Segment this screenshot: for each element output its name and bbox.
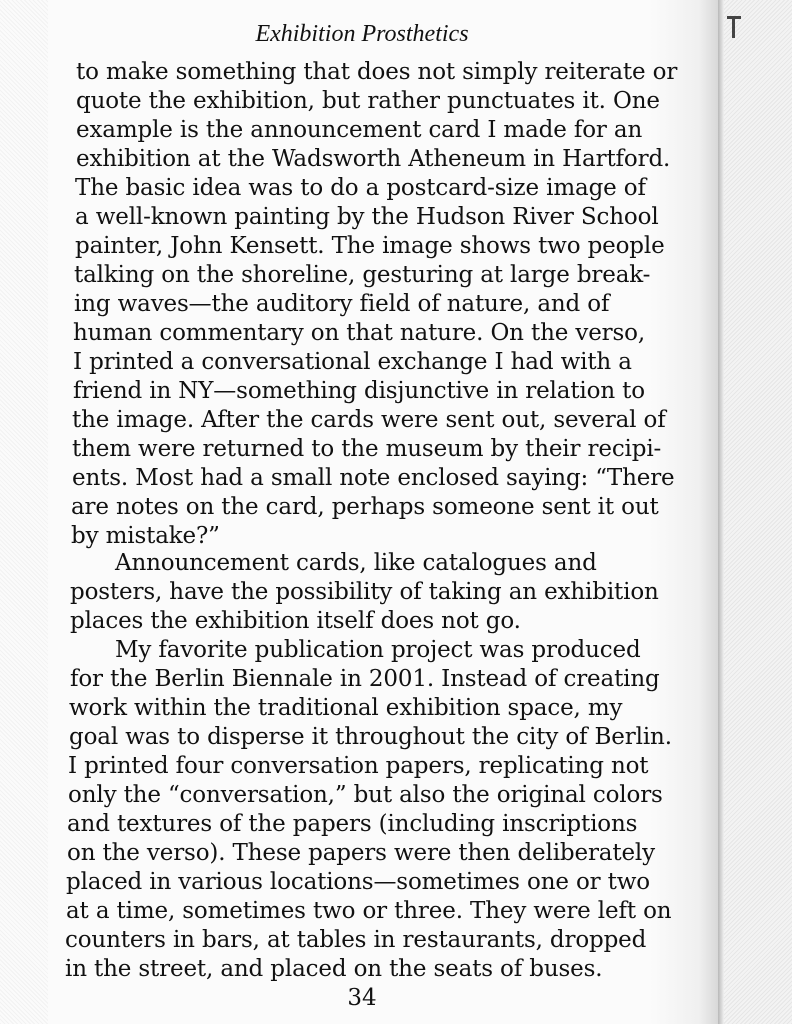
text-line: ents. Most had a small note enclosed saying: “There xyxy=(72,465,675,491)
running-head: Exhibition Prosthetics xyxy=(255,21,469,47)
text-line: talking on the shoreline, gesturing at large break- xyxy=(74,262,651,288)
text-line: goal was to disperse it throughout the city of Berlin. xyxy=(69,724,672,750)
text-line: friend in NY—something disjunctive in relation to xyxy=(73,378,645,404)
text-line: a well-known painting by the Hudson River School xyxy=(75,204,659,230)
text-line: at a time, sometimes two or three. They were left on xyxy=(66,898,672,924)
text-line: The basic idea was to do a postcard-size image of xyxy=(75,175,646,201)
text-line: I printed a conversational exchange I had with a xyxy=(73,349,632,375)
text-line: placed in various locations—sometimes one or two xyxy=(66,869,651,895)
text-line: exhibition at the Wadsworth Atheneum in Hartford. xyxy=(76,146,671,172)
text-line: quote the exhibition, but rather punctuates it. One xyxy=(76,88,660,114)
text-line: to make something that does not simply reiterate or xyxy=(76,59,678,85)
text-line: in the street, and placed on the seats of buses. xyxy=(65,956,603,982)
text-line: only the “conversation,” but also the original colors xyxy=(68,782,663,808)
text-line: are notes on the card, perhaps someone sent it out xyxy=(71,494,659,520)
text-line: example is the announcement card I made for an xyxy=(76,117,643,143)
text-line: counters in bars, at tables in restaurants, dropped xyxy=(65,927,647,953)
text-line: and textures of the papers (including inscriptions xyxy=(67,811,638,837)
text-line: them were returned to the museum by their recipi- xyxy=(72,436,662,462)
text-line: the image. After the cards were sent out, several of xyxy=(72,407,666,433)
text-line: painter, John Kensett. The image shows two people xyxy=(75,233,665,259)
text-line: human commentary on that nature. On the verso, xyxy=(73,320,646,346)
text-line: by mistake?” xyxy=(71,523,220,549)
text-line: Announcement cards, like catalogues and xyxy=(115,550,597,576)
text-line: work within the traditional exhibition space, my xyxy=(69,695,623,721)
text-line: on the verso). These papers were then deliberately xyxy=(67,840,655,866)
text-line: I printed four conversation papers, replicating not xyxy=(68,753,649,779)
text-line: My favorite publication project was produced xyxy=(115,637,641,663)
text-line: for the Berlin Biennale in 2001. Instead of creating xyxy=(70,666,660,692)
page-number: 34 xyxy=(347,985,377,1011)
text-line: posters, have the possibility of taking an exhibition xyxy=(70,579,659,605)
text-line: places the exhibition itself does not go. xyxy=(70,608,521,634)
text-line: ing waves—the auditory field of nature, and of xyxy=(74,291,610,317)
